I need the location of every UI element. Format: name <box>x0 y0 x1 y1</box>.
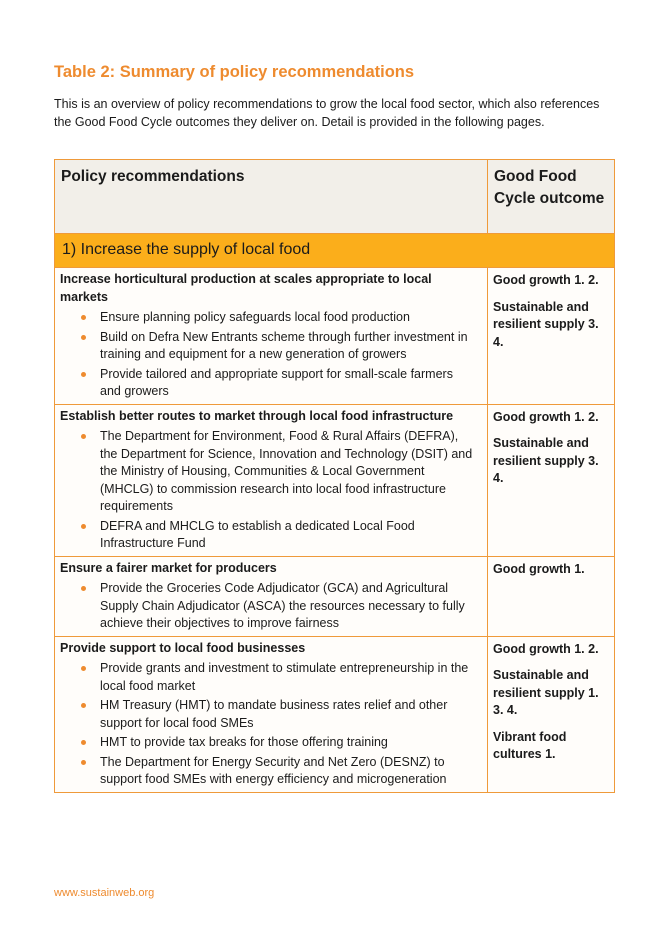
outcome-cell <box>488 404 615 556</box>
list-item: DEFRA and MHCLG to establish a dedicated Local Food Infrastructure Fund <box>100 518 475 553</box>
policy-table <box>54 159 615 793</box>
outcome-cell <box>488 556 615 636</box>
table-header-row <box>55 160 615 234</box>
section-row <box>55 234 615 268</box>
list-item: Provide grants and investment to stimulate entrepreneurship in the local food market <box>100 660 475 695</box>
recommendation-cell <box>55 268 488 405</box>
list-item: The Department for Environment, Food & Rural Affairs (DEFRA), the Department for Science, Innovation and Technology (DSIT) and the Ministry of Housing, Communities & Local Government (MHCLG) to commission research into local food infrastructure requirements <box>100 428 475 516</box>
list-item: The Department for Energy Security and Net Zero (DESNZ) to support food SMEs with energy efficiency and microgeneration <box>100 754 475 789</box>
footer-website[interactable]: www.sustainweb.org <box>54 887 155 899</box>
header-good-food-cycle-outcome: Good Food Cycle outcome <box>488 160 615 234</box>
page-title: Table 2: Summary of policy recommendations <box>54 63 415 81</box>
recommendation-heading: Increase horticultural production at scales appropriate to local markets <box>60 272 432 304</box>
recommendation-list <box>60 580 475 633</box>
list-item: HM Treasury (HMT) to mandate business rates relief and other support for local food SMEs <box>100 697 475 732</box>
recommendation-heading: Provide support to local food businesses <box>60 640 306 655</box>
table-row <box>55 556 615 636</box>
recommendation-list <box>60 309 475 401</box>
outcome-item: Sustainable and resilient supply 3. 4. <box>493 436 599 485</box>
recommendation-list <box>60 660 475 789</box>
list-item: HMT to provide tax breaks for those offering training <box>100 734 475 752</box>
recommendation-list <box>60 428 475 553</box>
intro-paragraph: This is an overview of policy recommendations to grow the local food sector, which also references the Good Food Cycle outcomes they deliver on. Detail is provided in the following pages. <box>54 97 600 129</box>
table-row <box>55 404 615 556</box>
header-policy-recommendations: Policy recommendations <box>55 160 488 234</box>
recommendation-cell <box>55 636 488 792</box>
outcome-item: Sustainable and resilient supply 3. 4. <box>493 299 599 349</box>
section-title: 1) Increase the supply of local food <box>55 234 615 268</box>
recommendation-heading: Establish better routes to market through local food infrastructure <box>60 408 454 423</box>
outcome-item: Good growth 1. 2. <box>493 641 599 656</box>
table-row <box>55 268 615 405</box>
recommendation-cell <box>55 556 488 636</box>
recommendation-cell <box>55 404 488 556</box>
list-item: Build on Defra New Entrants scheme through further investment in training and equipment for a new generation of growers <box>100 329 475 364</box>
list-item: Provide the Groceries Code Adjudicator (GCA) and Agricultural Supply Chain Adjudicator (ASCA) the resources necessary to fully achieve their objectives to improve fairness <box>100 580 475 633</box>
list-item: Provide tailored and appropriate support for small-scale farmers and growers <box>100 366 475 401</box>
recommendation-heading: Ensure a fairer market for producers <box>60 560 277 575</box>
outcome-cell <box>488 268 615 405</box>
outcome-item: Vibrant food cultures 1. <box>493 729 567 761</box>
outcome-item: Good growth 1. <box>493 561 585 576</box>
table-row <box>55 636 615 792</box>
outcome-item: Good growth 1. 2. <box>493 273 599 287</box>
outcome-item: Sustainable and resilient supply 1. 3. 4. <box>493 668 599 717</box>
list-item: Ensure planning policy safeguards local food production <box>100 309 475 327</box>
outcome-cell <box>488 636 615 792</box>
outcome-item: Good growth 1. 2. <box>493 409 599 424</box>
